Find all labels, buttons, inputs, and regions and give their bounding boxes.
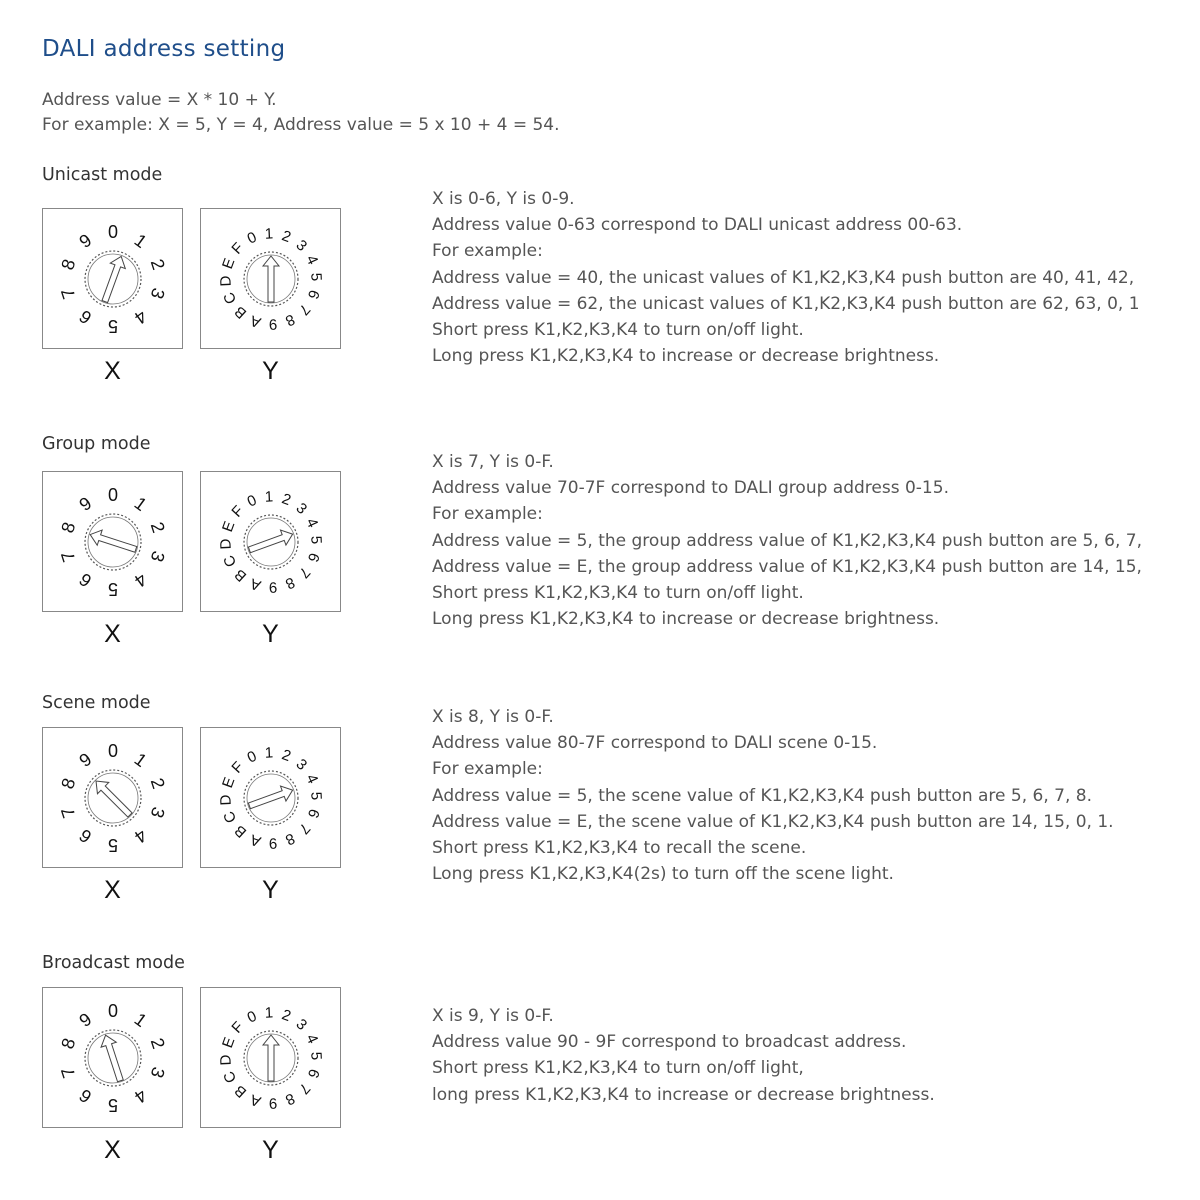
- dial-digit: 4: [302, 515, 322, 531]
- desc-line: Short press K1,K2,K3,K4 to turn on/off light,: [432, 1058, 804, 1079]
- dial-digit: A: [247, 574, 264, 594]
- dial-digit: 2: [146, 775, 169, 792]
- dial-digit: A: [247, 830, 264, 850]
- dial-digit: B: [231, 302, 251, 322]
- section-title: Broadcast mode: [42, 953, 185, 973]
- dial-digit: 8: [57, 1035, 80, 1052]
- formula-line-2: For example: X = 5, Y = 4, Address value = 5 x 10 + 4 = 54.: [42, 115, 560, 135]
- y-rotary-switch: [200, 471, 341, 612]
- dial-digit: 1: [130, 492, 151, 516]
- dial-digit: 3: [146, 804, 169, 821]
- dial-digit: 7: [57, 804, 80, 821]
- dial-digit: 6: [75, 1084, 96, 1108]
- dial-digit: 6: [303, 806, 323, 821]
- dial-digit: A: [247, 311, 264, 331]
- dial-digit: 0: [244, 1007, 260, 1027]
- dial-digit: 5: [107, 579, 119, 599]
- dial-digit: F: [228, 502, 248, 521]
- dial-digit: 8: [57, 256, 80, 273]
- dial-digit: 5: [307, 791, 325, 801]
- desc-line: For example:: [432, 504, 543, 525]
- desc-line: X is 0-6, Y is 0-9.: [432, 189, 575, 209]
- dial-digit: 1: [264, 744, 274, 762]
- desc-line: Address value = 62, the unicast values of K1,K2,K3,K4 push button are 62, 63, 0, 1: [432, 293, 1140, 314]
- dial-digit: F: [228, 1018, 248, 1037]
- y-rotary-switch: [200, 987, 341, 1128]
- x-label: X: [104, 620, 121, 648]
- dial-digit: 0: [107, 485, 119, 505]
- formula-line-1: Address value = X * 10 + Y.: [42, 90, 277, 110]
- dial-digit: 0: [107, 1001, 119, 1021]
- dial-digit: D: [217, 275, 235, 287]
- desc-line: For example:: [432, 241, 543, 262]
- dial-digit: 7: [295, 1079, 314, 1098]
- dial-digit: 3: [146, 548, 169, 565]
- dial-digit: 9: [75, 1008, 96, 1032]
- dial-digit: 1: [130, 748, 151, 772]
- dial-digit: 9: [268, 315, 278, 333]
- dial-digit: 6: [75, 824, 96, 848]
- dial-digit: 4: [302, 771, 322, 787]
- section-title: Unicast mode: [42, 165, 163, 185]
- desc-line: X is 9, Y is 0-F.: [432, 1006, 554, 1026]
- desc-line: Address value = E, the scene value of K1,K2,K3,K4 push button are 14, 15, 0, 1.: [432, 811, 1114, 832]
- desc-line: X is 8, Y is 0-F.: [432, 707, 554, 727]
- dial-digit: 7: [295, 819, 314, 838]
- dial-digit: 3: [146, 1064, 169, 1081]
- y-label: Y: [262, 1136, 279, 1164]
- section-description: [432, 1003, 935, 1108]
- dial-digit: 8: [282, 573, 298, 593]
- desc-line: Address value = 5, the scene value of K1,K2,K3,K4 push button are 5, 6, 7, 8.: [432, 785, 1092, 806]
- x-rotary-switch: [42, 727, 183, 868]
- dial-digit: B: [231, 565, 251, 585]
- section-description: [432, 186, 1140, 369]
- formula-block: [42, 88, 560, 138]
- dial-digit: 5: [307, 1051, 325, 1061]
- dial-digit: 8: [282, 829, 298, 849]
- dial-digit: 6: [75, 568, 96, 592]
- dial-digit: D: [217, 794, 235, 806]
- dial-digit: 2: [146, 1035, 169, 1052]
- dial-digit: 3: [292, 755, 311, 774]
- dial-digit: 3: [292, 499, 311, 518]
- page-title: DALI address setting: [42, 36, 286, 62]
- section-title: Scene mode: [42, 693, 151, 713]
- dial-digit: 5: [107, 1095, 119, 1115]
- x-label: X: [104, 1136, 121, 1164]
- x-label: X: [104, 357, 121, 385]
- dial-digit: 3: [292, 1015, 311, 1034]
- dial-digit: D: [217, 538, 235, 550]
- desc-line: Long press K1,K2,K3,K4 to increase or decrease brightness.: [432, 609, 940, 630]
- dial-digit: 1: [264, 1004, 274, 1022]
- dial-digit: B: [231, 821, 251, 841]
- dial-digit: 7: [57, 548, 80, 565]
- dial-digit: C: [220, 808, 241, 826]
- dial-digit: 6: [303, 550, 323, 565]
- dial-digit: 8: [57, 519, 80, 536]
- desc-line: long press K1,K2,K3,K4 to increase or decrease brightness.: [432, 1084, 935, 1105]
- desc-line: Address value 70-7F correspond to DALI group address 0-15.: [432, 478, 949, 499]
- desc-line: X is 7, Y is 0-F.: [432, 452, 554, 472]
- y-label: Y: [262, 357, 279, 385]
- dial-digit: 9: [268, 834, 278, 852]
- dial-digit: 6: [75, 305, 96, 329]
- desc-line: Short press K1,K2,K3,K4 to turn on/off light.: [432, 320, 804, 341]
- dial-digit: E: [219, 255, 239, 272]
- desc-line: Address value 80-7F correspond to DALI scene 0-15.: [432, 733, 878, 754]
- dial-digit: 4: [302, 252, 322, 268]
- x-label: X: [104, 876, 121, 904]
- dial-digit: 4: [130, 824, 151, 848]
- dial-digit: 1: [264, 488, 274, 506]
- dial-digit: 2: [146, 519, 169, 536]
- dial-digit: 5: [307, 535, 325, 545]
- dial-digit: 0: [107, 741, 119, 761]
- dial-digit: E: [219, 774, 239, 791]
- dial-digit: 9: [75, 229, 96, 253]
- dial-digit: 0: [244, 747, 260, 767]
- dial-digit: 2: [279, 1006, 294, 1026]
- section-title: Group mode: [42, 434, 151, 454]
- desc-line: Short press K1,K2,K3,K4 to recall the scene.: [432, 838, 807, 859]
- dial-digit: 5: [107, 835, 119, 855]
- dial-digit: 8: [282, 310, 298, 330]
- dial-digit: 9: [268, 578, 278, 596]
- dial-digit: F: [228, 239, 248, 258]
- dial-digit: 7: [295, 300, 314, 319]
- dial-digit: 4: [130, 568, 151, 592]
- dial-digit: 5: [107, 316, 119, 336]
- x-rotary-switch: [42, 471, 183, 612]
- dial-digit: 1: [264, 225, 274, 243]
- dial-digit: 7: [57, 285, 80, 302]
- dial-digit: 6: [303, 1066, 323, 1081]
- y-label: Y: [262, 876, 279, 904]
- desc-line: Address value 0-63 correspond to DALI unicast address 00-63.: [432, 215, 963, 236]
- x-rotary-switch: [42, 987, 183, 1128]
- dial-digit: 0: [244, 491, 260, 511]
- dial-digit: 9: [268, 1094, 278, 1112]
- desc-line: Address value 90 - 9F correspond to broadcast address.: [432, 1032, 907, 1053]
- dial-digit: 8: [282, 1089, 298, 1109]
- y-label: Y: [262, 620, 279, 648]
- dial-digit: 4: [130, 1084, 151, 1108]
- desc-line: Address value = E, the group address value of K1,K2,K3,K4 push button are 14, 15,: [432, 556, 1142, 577]
- dial-digit: B: [231, 1081, 251, 1101]
- dial-digit: 5: [307, 272, 325, 282]
- dial-digit: 2: [146, 256, 169, 273]
- dial-digit: C: [220, 1068, 241, 1086]
- dial-digit: 0: [107, 222, 119, 242]
- dial-digit: 2: [279, 490, 294, 510]
- desc-line: For example:: [432, 759, 543, 780]
- desc-line: Short press K1,K2,K3,K4 to turn on/off light.: [432, 583, 804, 604]
- section-description: [432, 449, 1142, 632]
- dial-digit: 2: [279, 746, 294, 766]
- dial-digit: E: [219, 1034, 239, 1051]
- dial-digit: E: [219, 518, 239, 535]
- desc-line: Long press K1,K2,K3,K4(2s) to turn off the scene light.: [432, 864, 894, 885]
- dial-digit: 3: [292, 236, 311, 255]
- dial-digit: 7: [57, 1064, 80, 1081]
- y-rotary-switch: [200, 727, 341, 868]
- dial-digit: C: [220, 552, 241, 570]
- desc-line: Address value = 5, the group address value of K1,K2,K3,K4 push button are 5, 6, 7,: [432, 530, 1143, 551]
- dial-digit: A: [247, 1090, 264, 1110]
- dial-digit: 9: [75, 748, 96, 772]
- dial-digit: 0: [244, 228, 260, 248]
- x-rotary-switch: [42, 208, 183, 349]
- dial-digit: F: [228, 758, 248, 777]
- dial-digit: D: [217, 1054, 235, 1066]
- dial-digit: 1: [130, 1008, 151, 1032]
- dial-digit: 6: [303, 287, 323, 302]
- dial-digit: C: [220, 289, 241, 307]
- dial-digit: 3: [146, 285, 169, 302]
- dial-digit: 9: [75, 492, 96, 516]
- dial-digit: 4: [302, 1031, 322, 1047]
- y-rotary-switch: [200, 208, 341, 349]
- desc-line: Long press K1,K2,K3,K4 to increase or decrease brightness.: [432, 346, 940, 367]
- section-description: [432, 704, 1114, 887]
- dial-digit: 1: [130, 229, 151, 253]
- dial-digit: 2: [279, 227, 294, 247]
- desc-line: Address value = 40, the unicast values of K1,K2,K3,K4 push button are 40, 41, 42,: [432, 267, 1135, 288]
- dial-digit: 8: [57, 775, 80, 792]
- dial-digit: 4: [130, 305, 151, 329]
- dial-digit: 7: [295, 563, 314, 582]
